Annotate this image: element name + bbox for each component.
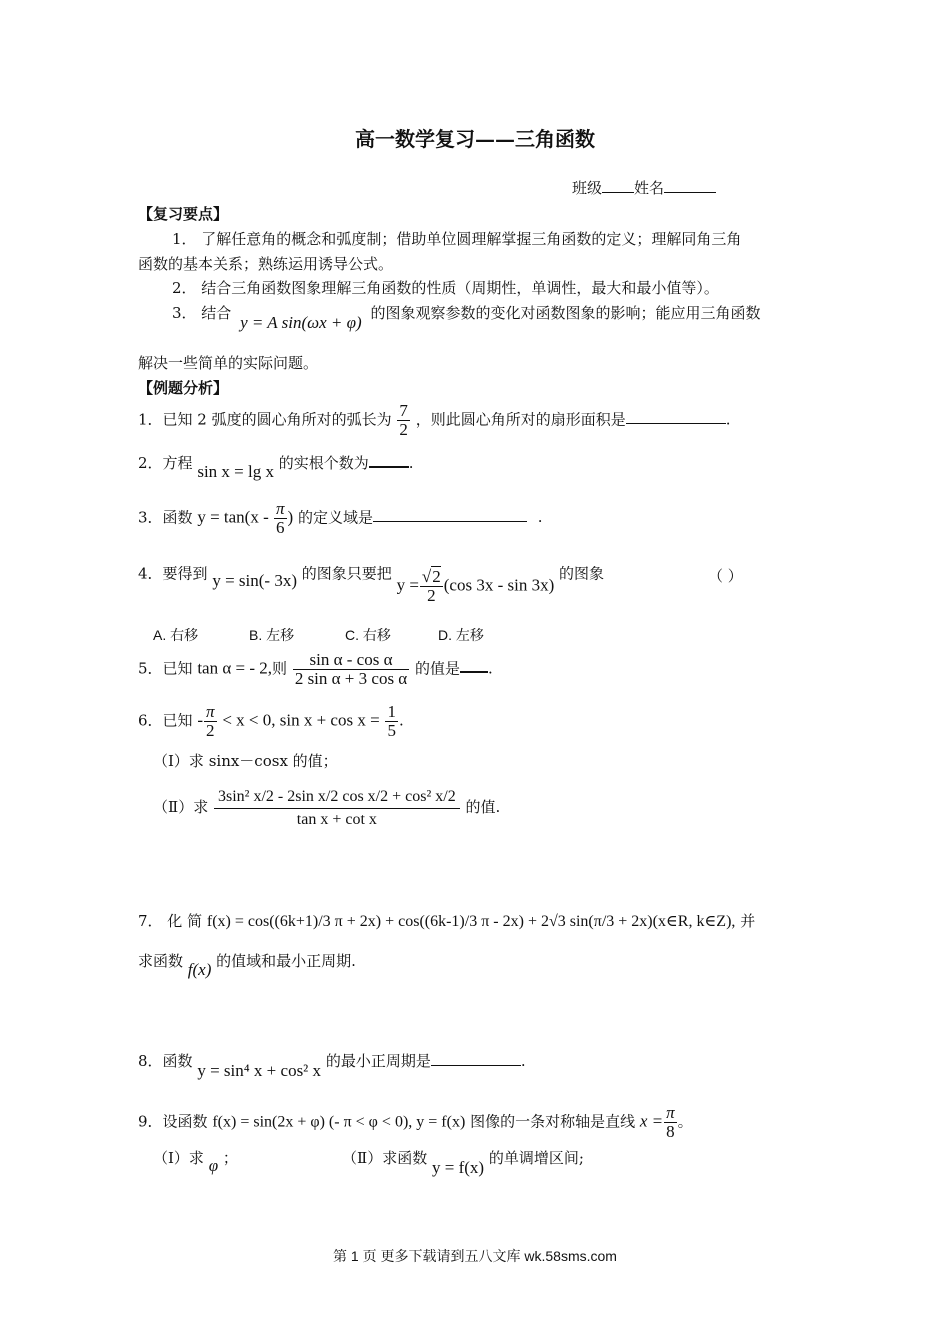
q6-numerator-2: 1	[387, 702, 396, 721]
q8-prefix: 8．函数	[138, 1052, 193, 1070]
q5-answer-blank[interactable]	[460, 657, 488, 673]
q6-numerator-1: π	[206, 702, 215, 721]
section-heading-review: 【复习要点】	[138, 205, 229, 223]
q4-option-a[interactable]: A. 右移	[153, 627, 199, 643]
q2-formula: sin x = lg x	[197, 462, 274, 481]
review-item-2: 2． 结合三角函数图象理解三角函数的性质（周期性，单调性，最大和最小值等）。	[172, 279, 719, 297]
q9-part-2-label: （Ⅱ）求函数	[342, 1149, 428, 1167]
question-5	[138, 651, 493, 688]
q4-formula-2-pre: y =	[396, 575, 419, 595]
q6-part-2-prefix: （Ⅱ）求	[153, 797, 209, 816]
q9-part-1-end: ；	[222, 1149, 238, 1167]
q4-radicand: 2	[432, 567, 441, 586]
q7-line-2-prefix: 求函数	[138, 952, 184, 970]
q8-formula: y = sin⁴ x + cos² x	[197, 1061, 322, 1080]
q9-part-2	[342, 1147, 584, 1177]
q7-formula: f(x) = cos((6k+1)/3 π + 2x) + cos((6k-1)/3 π - 2x) + 2√3 sin(π/3 + 2x)(x∈R, k∈Z),	[206, 913, 736, 930]
q6-negative-sign: -	[197, 710, 203, 730]
q6-part-2-suffix: 的值.	[465, 797, 501, 816]
question-7	[138, 910, 755, 931]
review-item-3-suffix: 的图象观察参数的变化对函数图象的影响；能应用三角函数	[370, 304, 761, 322]
q4-option-c[interactable]: C. 右移	[345, 627, 391, 643]
q4-sqrt-fraction	[420, 568, 443, 605]
review-item-1-line2: 函数的基本关系；熟练运用诱导公式。	[138, 255, 394, 273]
q4-formula-2	[397, 568, 555, 605]
q2-suffix: 的实根个数为	[278, 454, 369, 472]
q5-end: .	[488, 659, 493, 678]
q5-prefix: 5．已知	[138, 659, 193, 678]
q8-end: .	[520, 1052, 526, 1070]
q3-answer-blank[interactable]	[373, 507, 527, 522]
q1-numerator: 7	[399, 401, 408, 420]
q4-denominator: 2	[427, 585, 436, 605]
q9-formula: f(x) = sin(2x + φ) (- π < φ < 0), y = f(x)	[212, 1113, 466, 1131]
q4-option-b[interactable]: B. 左移	[249, 627, 295, 643]
q7-line-2-formula: f(x)	[187, 960, 212, 979]
q9-fraction	[664, 1104, 677, 1141]
q1-prefix: 1．已知 2 弧度的圆心角所对的弧长为	[138, 410, 392, 429]
q3-numerator: π	[276, 499, 285, 518]
q6-part-2	[153, 787, 500, 829]
q7-line-2-suffix: 的值域和最小正周期.	[216, 952, 356, 970]
q4-prefix: 4．要得到	[138, 564, 208, 583]
q6-denominator-1: 2	[206, 720, 215, 740]
review-item-3	[172, 302, 761, 332]
q9-end: 。	[677, 1112, 693, 1131]
q5-numerator: sin α - cos α	[293, 651, 409, 670]
q6-fraction-1	[204, 703, 217, 740]
q7-line-2	[138, 950, 356, 979]
q9-part-1-var: φ	[208, 1156, 219, 1175]
q9-part-2-formula: y = f(x)	[431, 1158, 485, 1177]
class-blank[interactable]	[602, 178, 634, 193]
q6-fraction-2	[385, 703, 398, 740]
q9-prefix: 9．设函数	[138, 1112, 208, 1131]
q5-then: 则	[272, 659, 288, 678]
q9-numerator: π	[666, 1103, 675, 1122]
q4-formula-1: y = sin(- 3x)	[212, 571, 297, 591]
q5-denominator: 2 sin α + 3 cos α	[294, 668, 408, 688]
page-footer: 第 1 页 更多下载请到五八文库 wk.58sms.com	[333, 1248, 617, 1264]
q9-part-1	[153, 1147, 238, 1175]
section-heading-examples: 【例题分析】	[138, 379, 229, 397]
formula-sinusoid: y = A sin(ωx + φ)	[240, 313, 362, 332]
name-label: 姓名	[634, 179, 665, 197]
q1-end: .	[725, 410, 731, 429]
q6-part-1: （I）求 sinx－cosx 的值；	[153, 752, 338, 770]
q5-suffix: 的值是	[415, 659, 461, 678]
review-item-1-line1: 1． 了解任意角的概念和弧度制；借助单位圆理解掌握三角函数的定义；理解同角三角	[172, 230, 742, 248]
question-3	[138, 500, 543, 537]
q3-fraction	[274, 500, 287, 537]
question-4	[138, 556, 605, 605]
q4-sqrt-numerator: √2	[421, 567, 441, 586]
q7-suffix: 并	[740, 912, 756, 930]
q6-part-2-denominator: tan x + cot x	[296, 810, 377, 828]
q6-part-2-fraction	[214, 787, 460, 829]
q4-mid: 的图象只要把	[301, 564, 392, 583]
q4-suffix: 的图象	[559, 564, 605, 583]
q3-formula-post: )	[287, 507, 294, 527]
q1-answer-blank[interactable]	[626, 409, 726, 424]
q6-end: .	[398, 711, 404, 730]
page-title: 高一数学复习——三角函数	[355, 127, 595, 151]
question-8	[138, 1050, 526, 1080]
q4-answer-paren[interactable]: （ ）	[708, 567, 743, 585]
q3-suffix: 的定义域是	[298, 508, 374, 527]
review-item-3-line2: 解决一些简单的实际问题。	[138, 354, 319, 372]
question-1	[138, 402, 730, 439]
q1-suffix: ，则此圆心角所对的扇形面积是	[415, 410, 626, 429]
q9-denominator: 8	[666, 1121, 675, 1141]
q6-denominator-2: 5	[387, 720, 396, 740]
q8-suffix: 的最小正周期是	[325, 1052, 431, 1070]
q5-fraction	[293, 651, 409, 688]
q3-formula-pre: y = tan(x -	[197, 507, 274, 527]
q9-mid: 图像的一条对称轴是直线	[470, 1112, 636, 1131]
q7-prefix: 7． 化 简	[138, 912, 203, 930]
class-label: 班级	[572, 179, 603, 197]
q4-formula-2-post: (cos 3x - sin 3x)	[443, 575, 555, 595]
q1-denominator: 2	[399, 419, 408, 439]
q9-part-2-suffix: 的单调增区间;	[488, 1149, 584, 1167]
question-9	[138, 1104, 693, 1141]
q6-condition: < x < 0, sin x + cos x =	[222, 710, 380, 730]
name-blank[interactable]	[664, 178, 716, 193]
question-6	[138, 703, 404, 740]
q2-answer-blank[interactable]	[369, 452, 409, 468]
q3-denominator: 6	[276, 517, 285, 537]
q3-end: .	[537, 508, 543, 527]
class-name-fields	[572, 177, 716, 198]
q1-fraction	[397, 402, 410, 439]
q6-part-2-numerator: 3sin² x/2 - 2sin x/2 cos x/2 + cos² x/2	[214, 787, 460, 809]
q8-answer-blank[interactable]	[431, 1051, 521, 1066]
q5-condition: tan α = - 2,	[197, 658, 273, 678]
q9-part-1-label: （Ⅰ）求	[153, 1149, 204, 1167]
q4-option-d[interactable]: D. 左移	[438, 627, 484, 643]
question-2	[138, 452, 414, 481]
q9-axis: x =	[639, 1111, 664, 1131]
review-item-3-prefix: 3． 结合	[172, 304, 232, 322]
q3-prefix: 3．函数	[138, 508, 193, 527]
q2-end: .	[408, 454, 414, 472]
q2-prefix: 2．方程	[138, 454, 193, 472]
q6-prefix: 6．已知	[138, 711, 193, 730]
